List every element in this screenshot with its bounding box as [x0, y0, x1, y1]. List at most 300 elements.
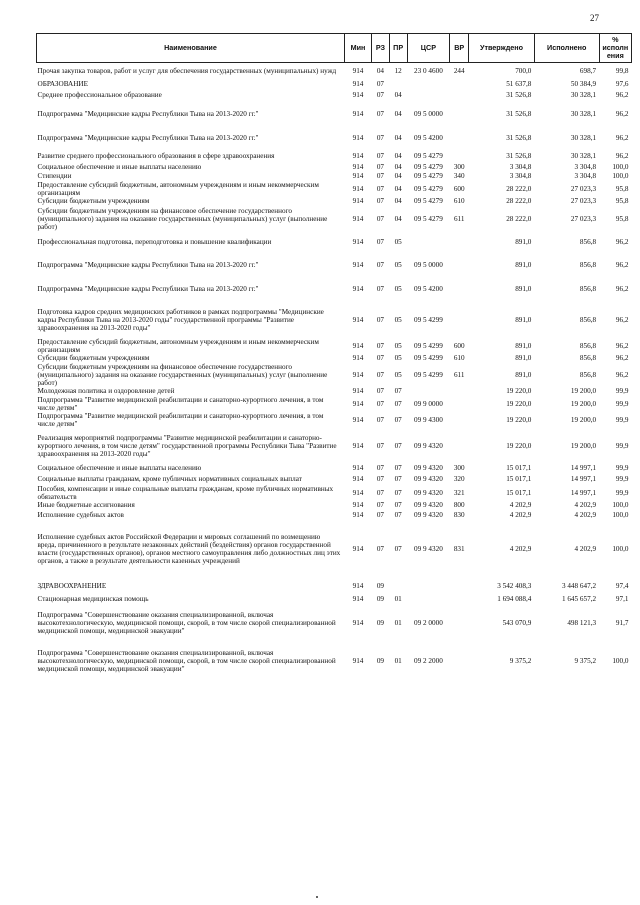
row-executed: 856,8: [579, 315, 597, 324]
row-pr: 01: [394, 656, 402, 665]
row-csr: 09 5 4299: [414, 315, 443, 324]
row-pr: 05: [394, 341, 402, 350]
row-rz: 07: [376, 163, 385, 171]
row-csr: 09 9 4320: [414, 544, 443, 553]
row-percent: 96,2: [615, 152, 629, 160]
row-executed: 856,8: [579, 285, 597, 293]
row-csr: 09 9 4320: [414, 501, 443, 509]
row-csr: [407, 594, 450, 604]
row-pr: 05: [394, 260, 402, 269]
row-percent: 99,9: [615, 387, 629, 395]
row-vr: 611: [453, 214, 465, 223]
row-pr: 07: [394, 415, 402, 424]
row-name: Молодежная политика и оздоровление детей: [37, 387, 175, 395]
row-pr: 07: [394, 464, 402, 472]
table-row: [37, 89, 632, 102]
row-approved: 891,0: [515, 260, 532, 269]
table-row: [37, 63, 632, 79]
row-vr: 600: [453, 341, 465, 350]
row-name: Субсидии бюджетным учреждениям: [37, 197, 150, 205]
row-csr: 09 5 4200: [414, 133, 443, 142]
row-min: 914: [352, 501, 364, 509]
row-csr: 09 9 4300: [414, 415, 443, 424]
row-min: 914: [352, 238, 364, 246]
row-percent: 95,8: [615, 184, 629, 193]
row-pr: 04: [394, 152, 402, 160]
row-vr: 340: [453, 172, 465, 180]
row-vr: [450, 642, 469, 680]
row-name: Субсидии бюджетным учреждениям на финансовое обеспечение государственного (муниципального) задания на оказание государственных (муниципальных) услуг (выполнение работ): [37, 206, 328, 231]
row-rz: 07: [376, 172, 385, 180]
header-percent: % исполн ения: [599, 34, 631, 63]
row-pr: 07: [394, 488, 402, 497]
row-rz: 07: [376, 341, 385, 350]
row-approved: 891,0: [515, 354, 532, 362]
table-row: [37, 181, 632, 197]
row-percent: 97,6: [615, 79, 629, 88]
header-pr: ПР: [389, 34, 407, 63]
row-vr: [450, 253, 469, 277]
row-rz: 07: [376, 315, 385, 324]
row-name: Социальные выплаты гражданам, кроме публичных нормативных социальных выплат: [37, 474, 302, 483]
row-executed: 856,8: [579, 238, 597, 246]
row-csr: 09 5 4299: [414, 370, 443, 379]
row-vr: [450, 396, 469, 412]
row-pr: 07: [394, 544, 402, 553]
row-pr: 04: [394, 109, 402, 118]
row-rz: 07: [376, 109, 385, 118]
header-min: Мин: [344, 34, 371, 63]
row-vr: [450, 232, 469, 253]
row-percent: 97,1: [615, 594, 629, 603]
row-pr: 07: [394, 474, 402, 483]
row-approved: 19 220,0: [506, 441, 532, 450]
row-executed: 1 645 657,2: [561, 594, 597, 603]
row-name: Пособия, компенсации и иные социальные выплаты гражданам, кроме публичных нормативных обязательств: [37, 484, 334, 501]
table-row: [37, 277, 632, 302]
row-rz: 07: [376, 214, 385, 223]
row-name: Субсидии бюджетным учреждениям на финансовое обеспечение государственного (муниципального) задания на оказание государственных (муниципальных) услуг (выполнение работ): [37, 362, 328, 387]
table-row: [37, 126, 632, 150]
row-executed: 14 997,1: [570, 474, 597, 483]
row-rz: 09: [376, 656, 385, 665]
row-pr: 05: [394, 285, 402, 293]
row-vr: [450, 578, 469, 594]
row-name: Субсидии бюджетным учреждениям: [37, 354, 150, 362]
row-pr: 01: [394, 594, 402, 603]
row-percent: 100,0: [612, 510, 629, 519]
row-percent: 100,0: [612, 656, 629, 665]
row-rz: 07: [376, 354, 385, 362]
row-executed: 30 328,1: [570, 152, 597, 160]
row-percent: 99,9: [615, 474, 629, 483]
table-row: [37, 428, 632, 464]
footer-mark: [316, 896, 318, 898]
row-min: 914: [352, 544, 364, 553]
row-executed: 4 202,9: [574, 501, 597, 509]
row-min: 914: [352, 66, 364, 75]
row-name: Подпрограмма "Развитие медицинской реабилитации и санаторно-курортного лечения, в том числе детям": [37, 395, 324, 412]
row-pr: 04: [394, 133, 402, 142]
row-name: Подпрограмма "Развитие медицинской реабилитации и санаторно-курортного лечения, в том числе детям": [37, 411, 324, 428]
table-row: [37, 578, 632, 594]
row-vr: 300: [453, 464, 465, 472]
row-rz: 07: [376, 474, 385, 483]
row-csr: 09 2 2000: [414, 656, 443, 665]
row-pr: 04: [394, 214, 402, 223]
table-row: [37, 354, 632, 363]
row-approved: 15 017,1: [506, 474, 532, 483]
row-approved: 31 526,8: [506, 152, 532, 160]
row-name: Подпрограмма "Медицинские кадры Республики Тыва на 2013-2020 гг.": [37, 285, 259, 293]
table-row: [37, 206, 632, 232]
row-min: 914: [352, 341, 364, 350]
row-approved: 19 220,0: [506, 387, 532, 395]
row-csr: 09 5 4279: [414, 184, 443, 193]
row-vr: [450, 302, 469, 338]
table-row: [37, 642, 632, 680]
header-approved: Утверждено: [469, 34, 535, 63]
row-rz: 07: [376, 370, 385, 379]
table-row: [37, 501, 632, 510]
row-min: 914: [352, 260, 364, 269]
row-executed: 856,8: [579, 370, 597, 379]
row-vr: [450, 89, 469, 102]
page-number: 27: [590, 13, 599, 23]
row-pr: 07: [394, 441, 402, 450]
row-name: Социальное обеспечение и иные выплаты населению: [37, 163, 202, 171]
row-vr: [450, 79, 469, 89]
table-row: [37, 387, 632, 396]
row-min: 914: [352, 510, 364, 519]
row-percent: 99,8: [615, 66, 629, 75]
table-row: [37, 520, 632, 578]
table-row: [37, 594, 632, 604]
header-rz: РЗ: [372, 34, 390, 63]
row-executed: 27 023,3: [570, 214, 597, 223]
row-pr: 05: [394, 370, 402, 379]
row-approved: 28 222,0: [506, 214, 532, 223]
table-row: [37, 473, 632, 485]
row-min: 914: [352, 172, 364, 180]
row-percent: 100,0: [612, 163, 629, 171]
row-name: Предоставление субсидий бюджетным, автономным учреждениям и иным некоммерческим организациям: [37, 180, 319, 197]
row-percent: 99,9: [615, 464, 629, 472]
row-pr: 04: [394, 197, 402, 205]
row-approved: 891,0: [515, 315, 532, 324]
row-executed: 856,8: [579, 341, 597, 350]
row-approved: 28 222,0: [506, 184, 532, 193]
row-min: 914: [352, 197, 364, 205]
row-percent: 96,2: [615, 370, 629, 379]
row-csr: 09 5 4279: [414, 163, 443, 171]
row-csr: 09 5 4299: [414, 354, 443, 362]
row-executed: 27 023,3: [570, 197, 597, 205]
row-csr: [407, 89, 450, 102]
row-rz: 07: [376, 79, 385, 88]
row-min: 914: [352, 370, 364, 379]
row-vr: 830: [453, 510, 465, 519]
row-executed: 9 375,2: [574, 656, 597, 665]
row-approved: 3 542 408,3: [497, 581, 532, 590]
table-header-row: [37, 34, 632, 63]
row-name: Прочая закупка товаров, работ и услуг для обеспечения государственных (муниципальных) нужд: [37, 66, 337, 75]
row-percent: 96,2: [615, 91, 629, 99]
row-min: 914: [352, 618, 364, 627]
row-vr: [450, 277, 469, 302]
row-vr: 611: [453, 370, 465, 379]
row-approved: 31 526,8: [506, 91, 532, 99]
table-row: [37, 163, 632, 172]
row-rz: 07: [376, 510, 385, 519]
row-csr: 09 5 0000: [414, 109, 443, 118]
table-row: [37, 302, 632, 338]
row-min: 914: [352, 399, 364, 408]
row-min: 914: [352, 474, 364, 483]
row-min: 914: [352, 464, 364, 472]
row-min: 914: [352, 133, 364, 142]
row-csr: 09 5 0000: [414, 260, 443, 269]
row-pr: 04: [394, 184, 402, 193]
row-vr: [450, 594, 469, 604]
row-pr: 07: [394, 399, 402, 408]
row-percent: 96,2: [615, 285, 629, 293]
row-name: Предоставление субсидий бюджетным, автономным учреждениям и иным некоммерческим организациям: [37, 337, 319, 354]
budget-table: [36, 33, 632, 680]
row-approved: 891,0: [515, 370, 532, 379]
row-rz: 07: [376, 152, 385, 160]
row-approved: 700,0: [515, 66, 532, 75]
row-pr: 04: [394, 172, 402, 180]
row-pr: 01: [394, 618, 402, 627]
row-name: Подготовка кадров средних медицинских работников в рамках подпрограммы "Медицинские кадры Республики Тыва на 2013-2020 годы" государственной программы "Развитие здравоохранения на 2013-2020 годы": [37, 307, 324, 332]
row-min: 914: [352, 152, 364, 160]
row-vr: 600: [453, 184, 465, 193]
row-executed: 19 200,0: [570, 387, 597, 395]
row-pr: 05: [394, 238, 402, 246]
row-executed: 19 200,0: [570, 399, 597, 408]
table-row: [37, 338, 632, 354]
row-rz: 07: [376, 238, 385, 246]
row-name: Развитие среднего профессионального образования в сфере здравоохранения: [37, 152, 275, 160]
row-approved: 31 526,8: [506, 109, 532, 118]
row-name: Подпрограмма "Медицинские кадры Республики Тыва на 2013-2020 гг.": [37, 133, 259, 142]
row-executed: 3 304,8: [574, 163, 597, 171]
table-row: [37, 79, 632, 89]
row-executed: 4 202,9: [574, 544, 597, 553]
row-approved: 15 017,1: [506, 464, 532, 472]
row-min: 914: [352, 581, 364, 590]
row-name: Среднее профессиональное образование: [37, 91, 162, 99]
row-name: Стационарная медицинская помощь: [37, 594, 149, 603]
row-min: 914: [352, 214, 364, 223]
row-min: 914: [352, 488, 364, 497]
row-csr: [407, 79, 450, 89]
row-percent: 100,0: [612, 172, 629, 180]
table-row: [37, 396, 632, 412]
row-pr: 12: [394, 66, 402, 75]
row-name: Профессиональная подготовка, переподготовка и повышение квалификации: [37, 238, 272, 246]
row-vr: 610: [453, 197, 465, 205]
row-vr: [450, 604, 469, 642]
row-min: 914: [352, 441, 364, 450]
table-row: [37, 172, 632, 181]
row-percent: 99,9: [615, 415, 629, 424]
row-rz: 07: [376, 501, 385, 509]
row-vr: 300: [453, 163, 465, 171]
row-percent: 99,9: [615, 488, 629, 497]
row-rz: 09: [376, 618, 385, 627]
row-executed: 30 328,1: [570, 109, 597, 118]
row-rz: 07: [376, 285, 385, 293]
row-rz: 07: [376, 464, 385, 472]
table-row: [37, 485, 632, 501]
row-executed: 19 200,0: [570, 415, 597, 424]
row-rz: 07: [376, 91, 385, 99]
row-approved: 19 220,0: [506, 399, 532, 408]
row-name: ОБРАЗОВАНИЕ: [37, 79, 88, 88]
row-approved: 9 375,2: [509, 656, 532, 665]
row-approved: 3 304,8: [509, 172, 532, 180]
row-percent: 96,2: [615, 238, 629, 246]
row-executed: 27 023,3: [570, 184, 597, 193]
row-csr: 09 5 4279: [414, 152, 443, 160]
row-executed: 19 200,0: [570, 441, 597, 450]
row-percent: 95,8: [615, 214, 629, 223]
row-approved: 1 694 088,4: [497, 594, 532, 603]
row-pr: 05: [394, 354, 402, 362]
row-csr: [407, 387, 450, 396]
row-approved: 4 202,9: [509, 510, 532, 519]
row-vr: [450, 102, 469, 126]
row-name: Социальное обеспечение и иные выплаты населению: [37, 464, 202, 472]
table-row: [37, 510, 632, 520]
row-percent: 96,2: [615, 133, 629, 142]
row-pr: [389, 79, 407, 89]
row-executed: 30 328,1: [570, 91, 597, 99]
row-csr: 09 5 4200: [414, 285, 443, 293]
row-min: 914: [352, 415, 364, 424]
row-min: 914: [352, 315, 364, 324]
row-percent: 96,2: [615, 354, 629, 362]
row-vr: 800: [453, 501, 465, 509]
row-min: 914: [352, 285, 364, 293]
row-name: Исполнение судебных актов: [37, 510, 124, 519]
row-rz: 07: [376, 133, 385, 142]
table-row: [37, 464, 632, 473]
row-percent: 99,9: [615, 399, 629, 408]
row-min: 914: [352, 79, 364, 88]
row-csr: 09 9 0000: [414, 399, 443, 408]
row-percent: 91,7: [615, 618, 629, 627]
row-name: Стипендии: [37, 172, 72, 180]
row-vr: [450, 150, 469, 163]
row-approved: 4 202,9: [509, 501, 532, 509]
row-csr: 09 5 4279: [414, 172, 443, 180]
row-rz: 07: [376, 197, 385, 205]
row-rz: 07: [376, 488, 385, 497]
row-name: Реализация мероприятий подпрограммы "Развитие медицинской реабилитации и санаторно-курортного лечения, в том числе детям" государственной программы Республики Тыва "Развитие здравоохранения на 2013-2020 годы": [37, 433, 337, 458]
row-approved: 543 070,9: [502, 618, 532, 627]
row-executed: 498 121,3: [567, 618, 597, 627]
row-rz: 07: [376, 544, 385, 553]
row-pr: 07: [394, 501, 402, 509]
row-pr: 07: [394, 510, 402, 519]
table-row: [37, 412, 632, 428]
row-csr: 09 5 4299: [414, 341, 443, 350]
row-executed: 14 997,1: [570, 488, 597, 497]
row-min: 914: [352, 109, 364, 118]
row-approved: 3 304,8: [509, 163, 532, 171]
row-csr: 09 5 4279: [414, 214, 443, 223]
row-approved: 891,0: [515, 341, 532, 350]
row-name: Подпрограмма "Медицинские кадры Республики Тыва на 2013-2020 гг.": [37, 109, 259, 118]
row-csr: 09 9 4320: [414, 464, 443, 472]
row-approved: 4 202,9: [509, 544, 532, 553]
row-percent: 100,0: [612, 544, 629, 553]
row-name: Подпрограмма "Медицинские кадры Республики Тыва на 2013-2020 гг.": [37, 260, 259, 269]
row-csr: 23 0 4600: [414, 66, 443, 75]
row-approved: 891,0: [515, 285, 532, 293]
row-percent: 96,2: [615, 260, 629, 269]
row-executed: 14 997,1: [570, 464, 597, 472]
row-approved: 28 222,0: [506, 197, 532, 205]
row-csr: [407, 578, 450, 594]
row-vr: [450, 126, 469, 150]
row-min: 914: [352, 594, 364, 603]
row-csr: 09 2 0000: [414, 618, 443, 627]
row-min: 914: [352, 354, 364, 362]
header-executed: Исполнено: [534, 34, 599, 63]
table-row: [37, 232, 632, 253]
row-executed: 698,7: [579, 66, 597, 75]
row-rz: 07: [376, 387, 385, 395]
row-approved: 31 526,8: [506, 133, 532, 142]
row-vr: 321: [453, 488, 465, 497]
row-name: Иные бюджетные ассигнования: [37, 501, 135, 509]
row-vr: [450, 387, 469, 396]
row-min: 914: [352, 656, 364, 665]
row-executed: 3 448 647,2: [561, 581, 597, 590]
row-executed: 856,8: [579, 260, 597, 269]
row-pr: 05: [394, 315, 402, 324]
row-vr: 320: [453, 474, 465, 483]
table-row: [37, 604, 632, 642]
row-csr: [407, 232, 450, 253]
row-pr: 04: [394, 163, 402, 171]
row-approved: 15 017,1: [506, 488, 532, 497]
row-rz: 07: [376, 184, 385, 193]
row-executed: 856,8: [579, 354, 597, 362]
row-csr: 09 9 4320: [414, 441, 443, 450]
row-approved: 51 637,8: [506, 79, 532, 88]
row-pr: 07: [394, 387, 402, 395]
row-percent: 96,2: [615, 341, 629, 350]
row-csr: 09 5 4279: [414, 197, 443, 205]
row-csr: 09 9 4320: [414, 510, 443, 519]
row-min: 914: [352, 184, 364, 193]
table-row: [37, 197, 632, 206]
table-row: [37, 102, 632, 126]
row-percent: 97,4: [615, 581, 629, 590]
row-rz: 07: [376, 415, 385, 424]
row-approved: 19 220,0: [506, 415, 532, 424]
table-row: [37, 363, 632, 387]
row-executed: 3 304,8: [574, 172, 597, 180]
row-rz: 09: [376, 581, 385, 590]
row-name: ЗДРАВООХРАНЕНИЕ: [37, 581, 107, 590]
table-row: [37, 150, 632, 163]
